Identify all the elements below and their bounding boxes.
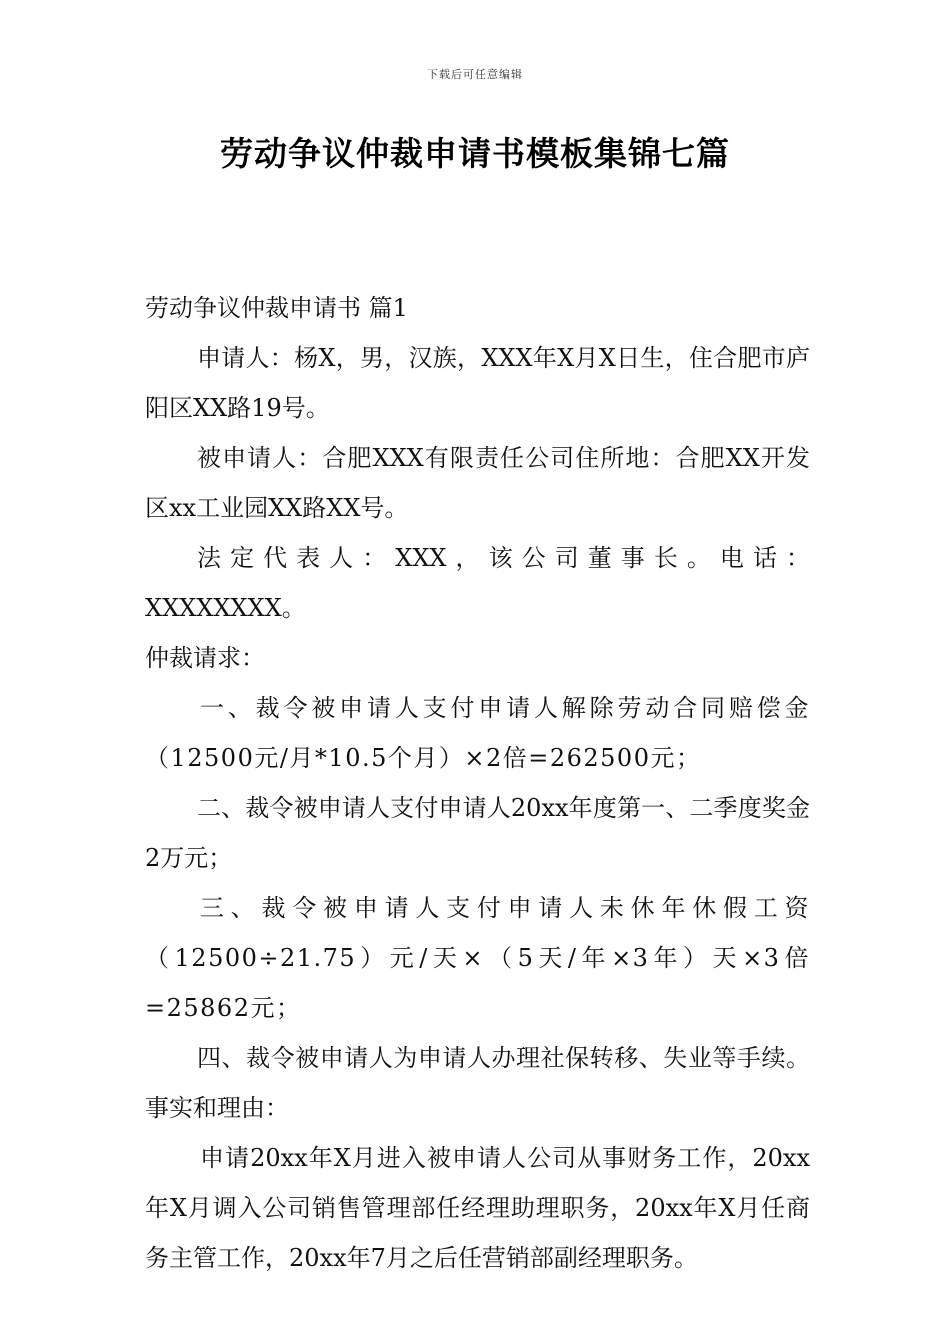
applicant-paragraph: 申请人：杨X，男，汉族，XXX年X月X日生，住合肥市庐阳区XX路19号。 — [145, 344, 810, 422]
claim-1-paragraph: 一、裁令被申请人支付申请人解除劳动合同赔偿金（12500元/月*10.5个月）×2倍=262500元； — [145, 694, 810, 772]
claims-heading: 仲裁请求： — [145, 644, 265, 672]
claim-4-paragraph: 四、裁令被申请人为申请人办理社保转移、失业等手续。 事实和理由： — [145, 1044, 810, 1122]
respondent-paragraph: 被申请人：合肥XXX有限责任公司住所地：合肥XX开发区xx工业园XX路XX号。 — [145, 444, 810, 522]
claim-3-paragraph: 三、裁令被申请人支付申请人未休年休假工资（12500÷21.75）元/天×（5天/年×3年）天×3倍=25862元； — [145, 894, 810, 1022]
header-note: 下载后可任意编辑 — [427, 68, 523, 81]
claim-2-paragraph: 二、裁令被申请人支付申请人20xx年度第一、二季度奖金2万元； — [145, 794, 810, 872]
legal-representative-paragraph: 法定代表人：XXX，该公司董事长。电话：XXXXXXXX。 — [145, 544, 810, 622]
document-title: 劳动争议仲裁申请书模板集锦七篇 — [220, 134, 730, 173]
facts-paragraph: 申请20xx年X月进入被申请人公司从事财务工作，20xx年X月调入公司销售管理部任经理助理职务，20xx年X月任商务主管工作，20xx年7月之后任营销部副经理职务。 — [145, 1144, 810, 1272]
section-heading: 劳动争议仲裁申请书 篇1 — [145, 294, 408, 322]
document-body — [145, 283, 810, 1283]
